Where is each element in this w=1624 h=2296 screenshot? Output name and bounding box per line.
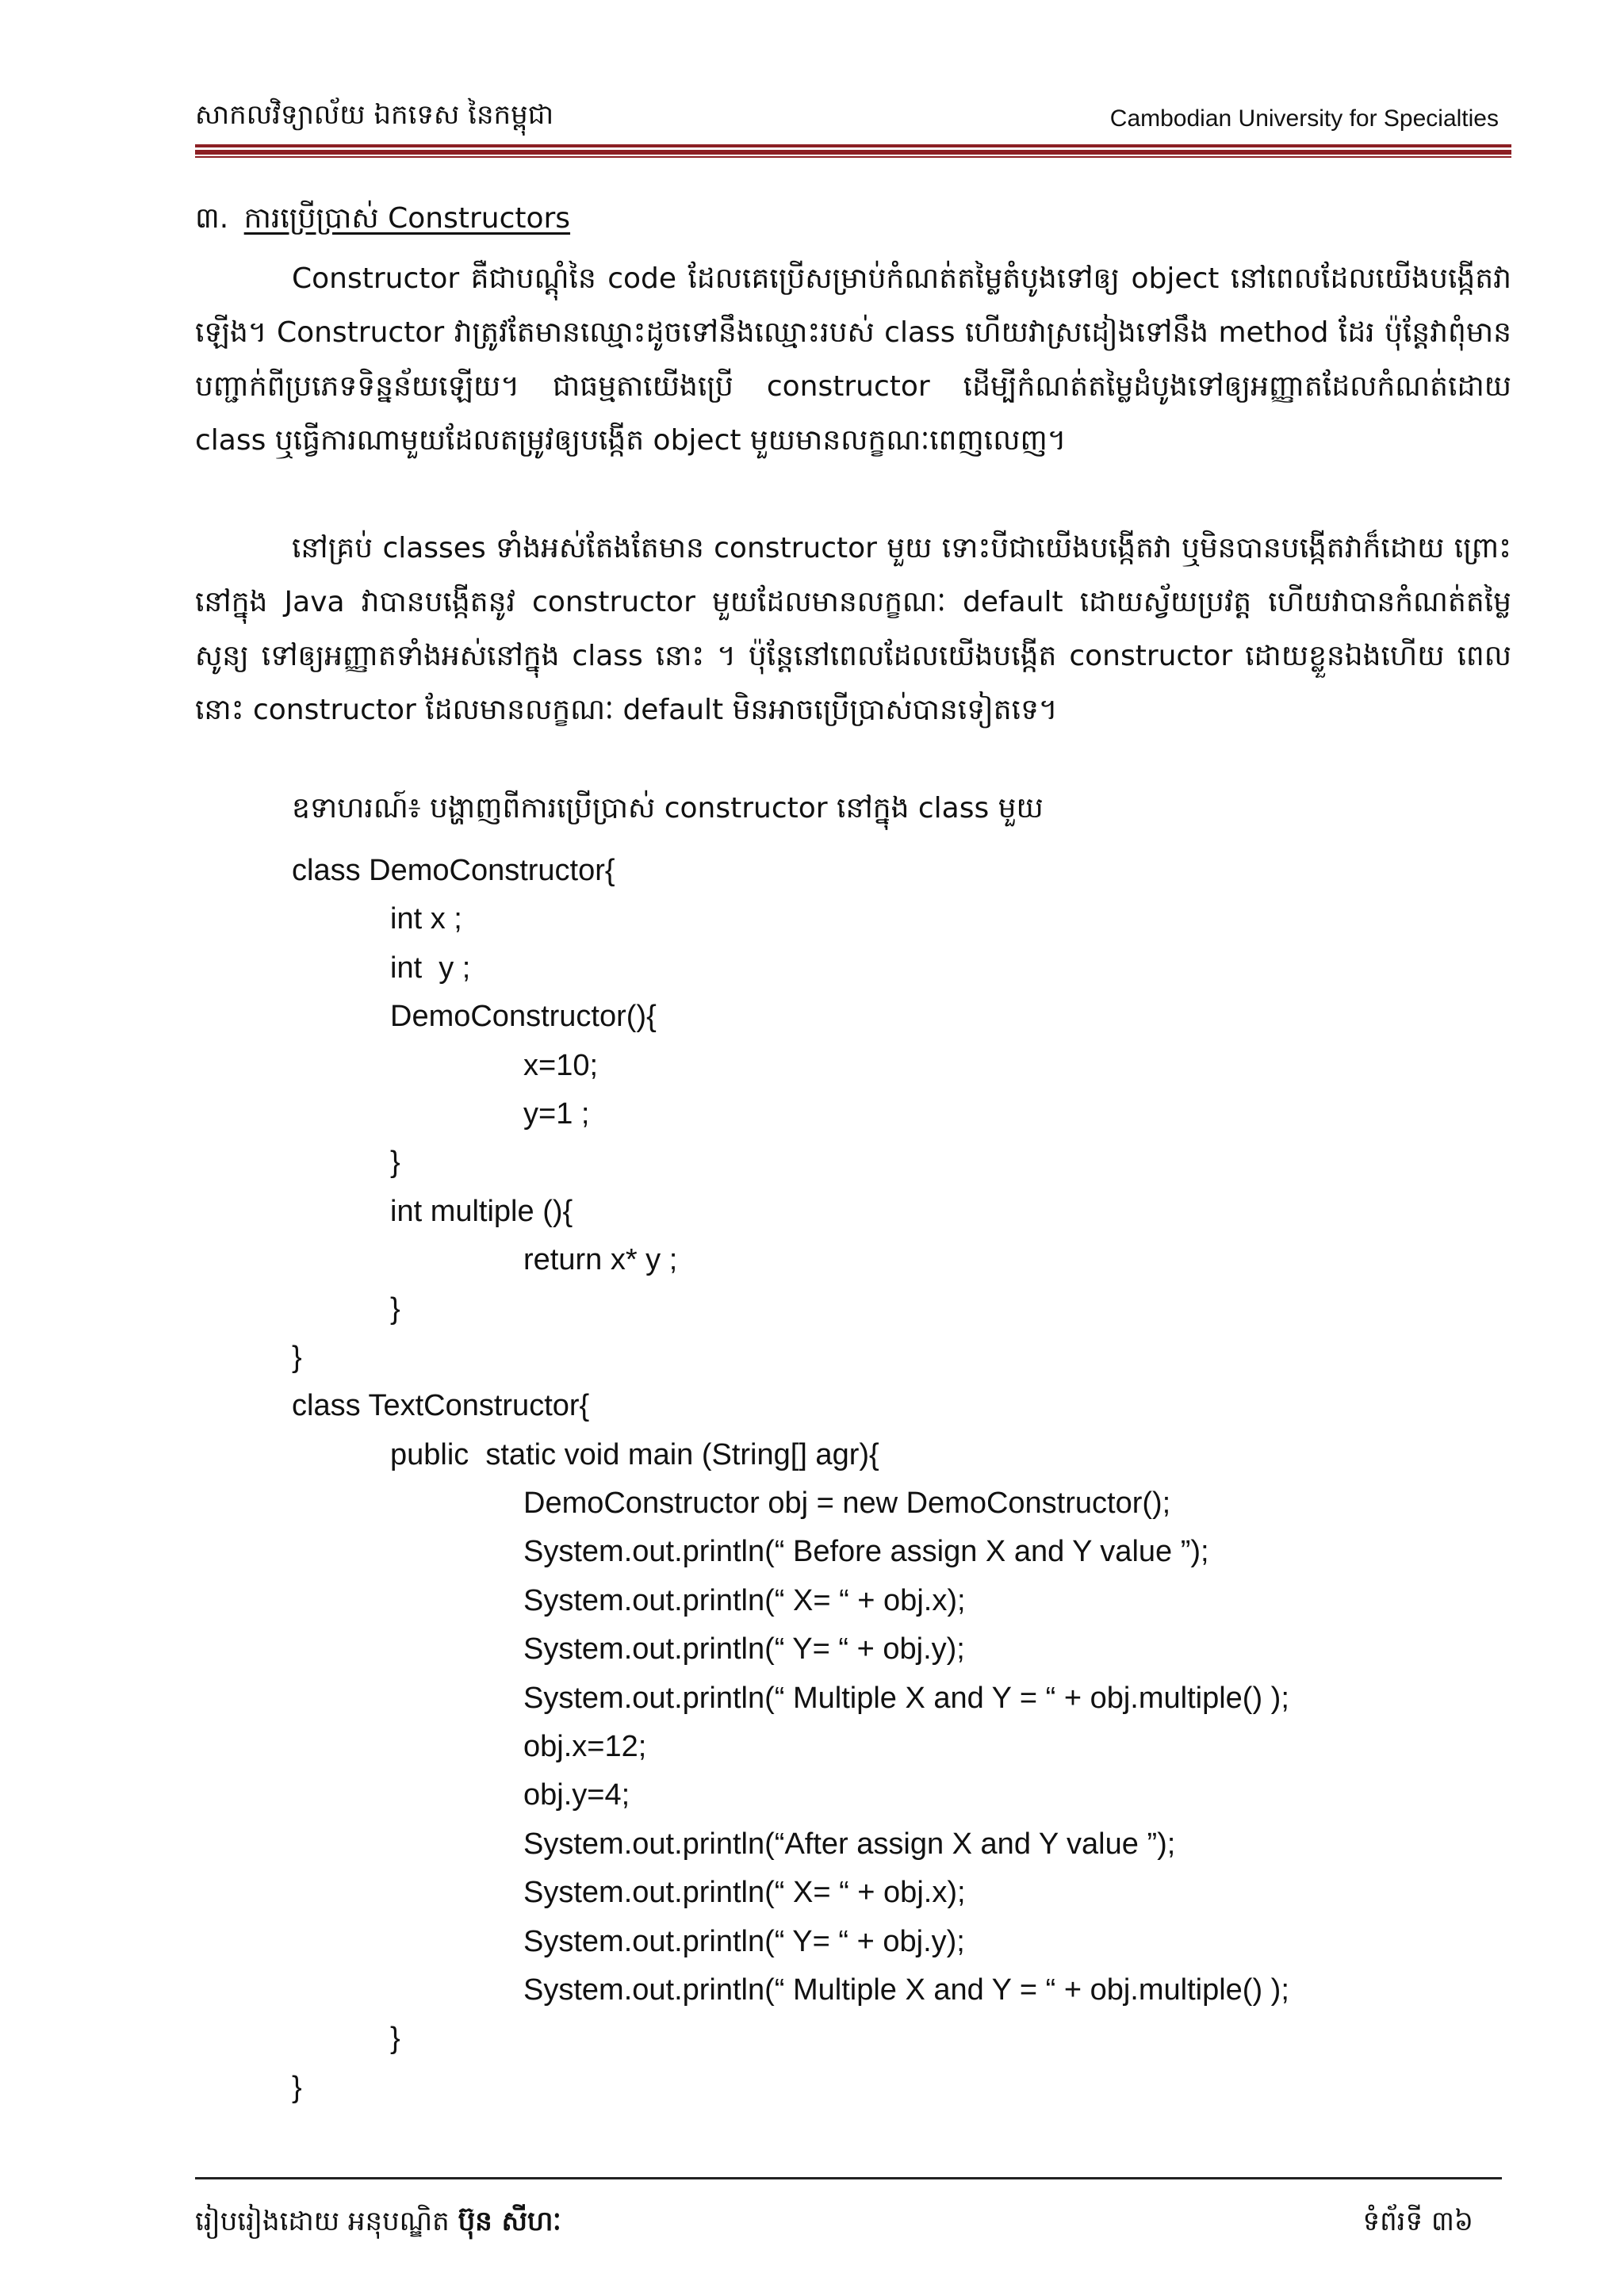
code-line: y=1 ; — [523, 1096, 590, 1131]
paragraph — [195, 252, 1511, 468]
code-line: public static void main (String[] agr){ — [390, 1437, 879, 1471]
footer-author-name: ប៊ុន សីហៈ — [458, 2206, 561, 2237]
paragraph-text: នៅគ្រប់ classes ទាំងអស់តែងតែមាន constructor មួយ ទោះបីជាយើងបង្កើតវា ឬមិនបានបង្កើតវាក៏ដោយ ព្រោះនៅក្នុង Java វាបានបង្កើតនូវ constructor មួយដែលមានលក្ខណៈ default ដោយស្វ័យប្រវត្ត ហើយវាបានកំណត់តម្លៃ សូន្យ ទៅឲ្យអញ្ញាតទាំងអស់នៅក្នុង class នោះ ។ ប៉ុន្តែនៅពេលដែលយើងបង្កើត constructor ដោយខ្លួនឯងហើយ ពេលនោះ constructor ដែលមានលក្ខណៈ default មិនអាចប្រើប្រាស់បានទៀតទេ។ — [195, 532, 1511, 726]
footer-author — [195, 2202, 561, 2241]
code-line: int y ; — [390, 951, 471, 985]
code-line: DemoConstructor obj = new DemoConstructor(); — [523, 1487, 1171, 1521]
code-line: System.out.println(“ Y= “ + obj.y); — [523, 1632, 965, 1667]
code-line: int multiple (){ — [390, 1194, 573, 1228]
code-line: System.out.println(“ Multiple X and Y = “ + obj.multiple() ); — [523, 1681, 1289, 1715]
section-number: ៣. — [195, 202, 229, 235]
section-heading — [195, 200, 570, 238]
code-line: int x ; — [390, 902, 462, 936]
code-line: } — [390, 2022, 400, 2056]
header-rule — [195, 144, 1511, 147]
code-line: } — [292, 2070, 302, 2104]
code-line: System.out.println(“After assign X and Y value ”); — [523, 1827, 1176, 1861]
code-line: class TextConstructor{ — [292, 1389, 590, 1423]
code-line: System.out.println(“ Before assign X and Y value ”); — [523, 1535, 1209, 1569]
code-line: class DemoConstructor{ — [292, 854, 615, 887]
code-listing — [292, 847, 1289, 2112]
section-title: ការប្រើប្រាស់ Constructors — [243, 202, 571, 235]
paragraph — [195, 522, 1511, 737]
paragraph-1-block — [195, 252, 1511, 468]
code-line: return x* y ; — [523, 1243, 678, 1277]
header-rule — [195, 150, 1511, 155]
footer-page-number: ទំព័រទី ៣៦ — [1362, 2206, 1473, 2237]
code-line: } — [390, 1146, 400, 1180]
code-line: System.out.println(“ X= “ + obj.x); — [523, 1876, 966, 1910]
code-line: obj.y=4; — [523, 1778, 630, 1812]
header-university-khmer: សាកលវិទ្យាល័យ ឯកទេស នៃកម្ពុជា — [195, 99, 554, 131]
header-university-english: Cambodian University for Specialties — [1109, 105, 1499, 132]
code-line: } — [292, 1340, 302, 1374]
paragraph-2-block — [195, 522, 1511, 737]
code-line: System.out.println(“ Multiple X and Y = “ + obj.multiple() ); — [523, 1973, 1289, 2007]
example-intro: ឧទាហរណ៍៖ បង្ហាញពីការប្រើប្រាស់ constructor នៅក្នុង class មួយ — [292, 792, 1044, 825]
code-line: System.out.println(“ Y= “ + obj.y); — [523, 1924, 965, 1958]
code-line: x=10; — [523, 1048, 599, 1082]
code-line: System.out.println(“ X= “ + obj.x); — [523, 1583, 966, 1617]
footer-author-prefix: រៀបរៀងដោយ អនុបណ្ឌិត — [195, 2206, 450, 2237]
footer-rule — [195, 2177, 1502, 2179]
code-line: DemoConstructor(){ — [390, 1000, 657, 1034]
code-line: obj.x=12; — [523, 1730, 647, 1764]
header-rule — [195, 156, 1511, 158]
paragraph-text: Constructor គឺជាបណ្តុំនៃ code ដែលគេប្រើសម្រាប់កំណត់តម្លៃតំបូងទៅឲ្យ object នៅពេលដែលយើងបង្កើតវាឡើង។ Constructor វាត្រូវតែមានឈ្មោះដូចទៅនឹងឈ្មោះរបស់ class ហើយវាស្រដៀងទៅនឹង method ដែរ ប៉ុន្តែវាពុំមានបញ្ជាក់ពីប្រភេទទិន្នន័យឡើយ។ ជាធម្មតាយើងប្រើ constructor ដើម្បីកំណត់តម្លៃដំបូងទៅឲ្យអញ្ញាតដែលកំណត់ដោយ class ឬធ្វើការណាមួយដែលតម្រូវឲ្យបង្កើត object មួយមានលក្ខណៈពេញលេញ។ — [195, 262, 1511, 457]
code-line: } — [390, 1292, 400, 1326]
